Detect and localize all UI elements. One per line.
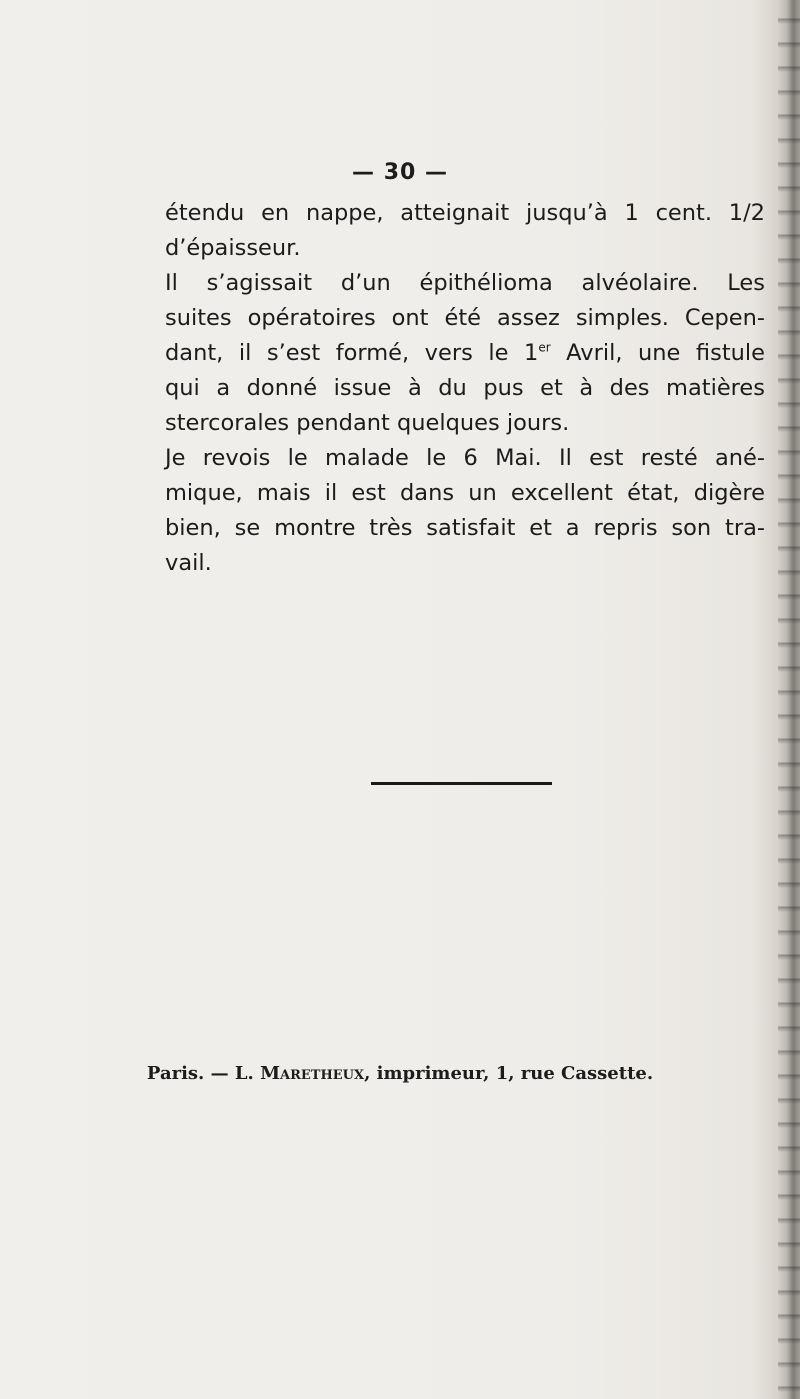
text-line: mique, mais il est dans un excellent état, digère bbox=[165, 480, 765, 506]
text-segment: dant, il s’est formé, vers le 1 bbox=[165, 340, 539, 366]
imprint-suffix: , imprimeur, 1, rue Cassette. bbox=[364, 1063, 654, 1084]
text-line: étendu en nappe, atteignait jusqu’à 1 cent. 1/2 bbox=[165, 200, 765, 226]
text-line bbox=[165, 266, 765, 301]
page-number: — 30 — bbox=[352, 160, 448, 185]
text-line: d’épaisseur. bbox=[165, 235, 301, 261]
superscript: er bbox=[538, 340, 551, 355]
book-edge bbox=[778, 0, 800, 1399]
imprint-prefix: Paris. — L. bbox=[146, 1063, 261, 1084]
text-line: qui a donné issue à du pus et à des matières bbox=[165, 375, 765, 401]
printer-imprint bbox=[0, 1063, 800, 1084]
text-line: suites opératoires ont été assez simples. Cepen- bbox=[165, 305, 765, 331]
text-line: stercorales pendant quelques jours. bbox=[165, 410, 570, 436]
text-line bbox=[165, 336, 765, 371]
text-segment: Avril, une fistule bbox=[550, 340, 765, 366]
text-line-content: Il s’agissait d’un épithélioma alvéolaire. Les bbox=[165, 270, 765, 296]
horizontal-rule bbox=[371, 782, 552, 785]
text-line: vail. bbox=[165, 550, 212, 576]
imprint-printer-name: Maretheux bbox=[260, 1063, 365, 1084]
text-line: Je revois le malade le 6 Mai. Il est resté ané- bbox=[165, 445, 765, 471]
text-line: bien, se montre très satisfait et a repris son tra- bbox=[165, 515, 765, 541]
body-text bbox=[165, 196, 765, 581]
